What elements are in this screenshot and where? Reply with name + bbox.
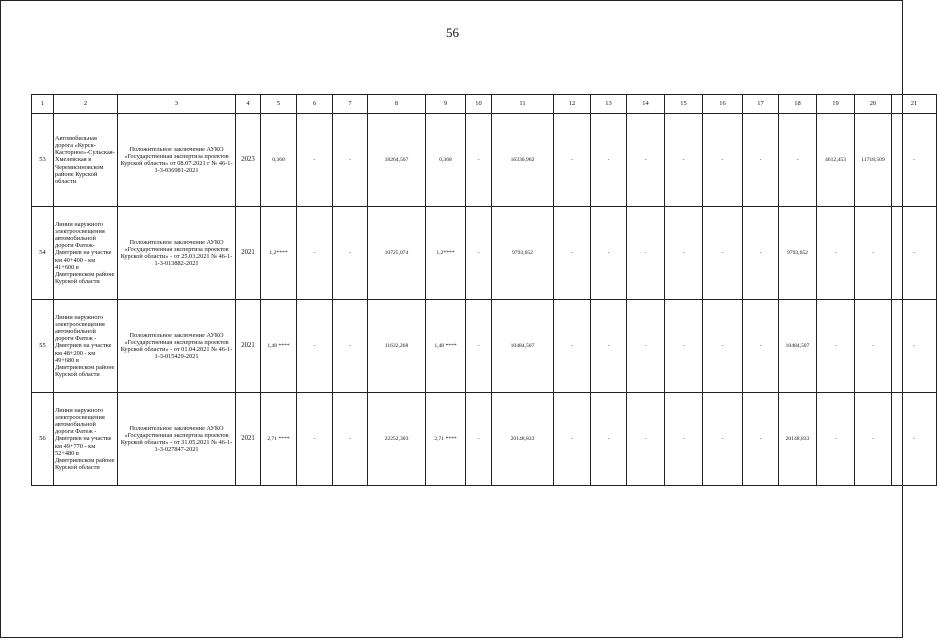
header-cell: 21 [892, 95, 937, 114]
table-cell: - [627, 300, 665, 393]
header-cell: 16 [703, 95, 743, 114]
table-cell: 2,71 **** [261, 393, 297, 486]
table-cell: - [665, 300, 703, 393]
header-cell: 17 [743, 95, 779, 114]
year-cell: 2021 [236, 300, 261, 393]
table-cell: - [743, 114, 779, 207]
header-cell: 12 [554, 95, 591, 114]
table-cell: - [743, 393, 779, 486]
object-name-cell: Линии наружного электроосвещения автомобильной дороги Фатеж - Дмитриев на участке км 48+200 - км 49+680 в Дмитриевском районе Курской области [54, 300, 118, 393]
header-cell: 14 [627, 95, 665, 114]
table-cell: - [591, 393, 627, 486]
table-cell: - [554, 207, 591, 300]
object-name-cell: Линии наружного электроосвещения автомобильной дороги Фатеж-Дмитриев на участке км 40+400 - км 41+600 в Дмитриевском районе Курской области [54, 207, 118, 300]
header-cell: 18 [779, 95, 817, 114]
table-cell: 0,368 [261, 114, 297, 207]
table-cell: 1,2**** [261, 207, 297, 300]
table-cell: - [817, 300, 855, 393]
table-cell: 9793,652 [779, 207, 817, 300]
table-cell: - [554, 300, 591, 393]
header-cell: 1 [32, 95, 54, 114]
table-cell: 1,48 **** [261, 300, 297, 393]
table-cell: - [855, 207, 892, 300]
table-cell: - [665, 207, 703, 300]
table-cell: 10484,507 [779, 300, 817, 393]
table-cell: 16330,962 [492, 114, 554, 207]
data-table [31, 94, 937, 486]
table-cell: - [297, 300, 333, 393]
row-number-cell: 55 [32, 300, 54, 393]
table-cell: 2,71 **** [426, 393, 466, 486]
header-cell: 8 [368, 95, 426, 114]
table-cell: - [779, 114, 817, 207]
table-cell: - [466, 300, 492, 393]
table-cell: - [817, 393, 855, 486]
table-cell: - [297, 393, 333, 486]
table-cell: - [855, 393, 892, 486]
table-cell: - [892, 207, 937, 300]
table-cell: - [466, 114, 492, 207]
table-cell: - [703, 207, 743, 300]
table-cell: 0,368 [426, 114, 466, 207]
table-cell: 1,2**** [426, 207, 466, 300]
table-cell: - [591, 300, 627, 393]
table-cell: - [466, 393, 492, 486]
table-cell: - [743, 207, 779, 300]
document-cell: Положительное заключение АУКО «Государственная экспертиза проектов Курской области» - от 01.04.2021 № 46-1-1-3-015429-2021 [118, 300, 236, 393]
header-cell: 6 [297, 95, 333, 114]
table-row [32, 393, 937, 486]
header-cell: 2 [54, 95, 118, 114]
table-cell: 11632,268 [368, 300, 426, 393]
table-cell: - [554, 114, 591, 207]
table-row [32, 114, 937, 207]
table-cell: 18264,507 [368, 114, 426, 207]
header-cell: 4 [236, 95, 261, 114]
table-cell: - [554, 393, 591, 486]
page-number: 56 [446, 25, 459, 40]
header-cell: 19 [817, 95, 855, 114]
table-cell: - [892, 393, 937, 486]
header-cell: 15 [665, 95, 703, 114]
table-cell: - [892, 114, 937, 207]
table-cell: - [591, 207, 627, 300]
table-header-row [32, 95, 937, 114]
header-cell: 5 [261, 95, 297, 114]
year-cell: 2021 [236, 207, 261, 300]
object-name-cell: Линии наружного электроосвещения автомобильной дороги Фатеж - Дмитриев на участке км 49+770 - км 52+480 в Дмитриевском районе Курской области [54, 393, 118, 486]
table-cell: - [297, 114, 333, 207]
header-cell: 9 [426, 95, 466, 114]
table-cell: - [333, 114, 368, 207]
table-cell: 10725,074 [368, 207, 426, 300]
table-cell: - [703, 114, 743, 207]
table-cell: - [627, 114, 665, 207]
header-cell: 20 [855, 95, 892, 114]
table-cell: - [743, 300, 779, 393]
table-cell: 1,48 **** [426, 300, 466, 393]
table-cell: - [855, 300, 892, 393]
row-number-cell: 56 [32, 393, 54, 486]
table-cell: - [591, 114, 627, 207]
table-cell: - [297, 207, 333, 300]
year-cell: 2023 [236, 114, 261, 207]
row-number-cell: 53 [32, 114, 54, 207]
table-cell: - [703, 300, 743, 393]
table-cell: - [333, 300, 368, 393]
header-cell: 7 [333, 95, 368, 114]
table-cell: - [665, 393, 703, 486]
table-cell: 9793,652 [492, 207, 554, 300]
table-cell: 4612,453 [817, 114, 855, 207]
object-name-cell: Автомобильная дорога «Курск-Касторное»-Сульская-Хмелевская в Черемисиновском районе Курской области [54, 114, 118, 207]
table-cell: - [627, 393, 665, 486]
table-cell: - [333, 393, 368, 486]
table-cell: - [333, 207, 368, 300]
table-cell: - [466, 207, 492, 300]
table-row [32, 300, 937, 393]
document-cell: Положительное заключение АУКО «Государственная экспертиза проектов Курской области» - от 25.03.2021 № 46-1-1-3-013882-2021 [118, 207, 236, 300]
table-cell: - [627, 207, 665, 300]
table-cell: 20148,833 [779, 393, 817, 486]
year-cell: 2021 [236, 393, 261, 486]
header-cell: 13 [591, 95, 627, 114]
table-cell: - [892, 300, 937, 393]
table-cell: 22252,303 [368, 393, 426, 486]
table-cell: 10484,507 [492, 300, 554, 393]
table-row [32, 207, 937, 300]
header-cell: 10 [466, 95, 492, 114]
header-cell: 11 [492, 95, 554, 114]
table-cell: - [665, 114, 703, 207]
document-cell: Положительное заключение АУКО «Государственная экспертиза проектов Курской области» от 08.07.2021 г № 46-1-1-3-036981-2021 [118, 114, 236, 207]
document-cell: Положительное заключение АУКО «Государственная экспертиза проектов Курской области» - от 31.05.2021 № 46-1-1-3-027847-2021 [118, 393, 236, 486]
table-cell: - [817, 207, 855, 300]
header-cell: 3 [118, 95, 236, 114]
table-cell: 11718,509 [855, 114, 892, 207]
table-cell: 20148,833 [492, 393, 554, 486]
row-number-cell: 54 [32, 207, 54, 300]
table-cell: - [703, 393, 743, 486]
